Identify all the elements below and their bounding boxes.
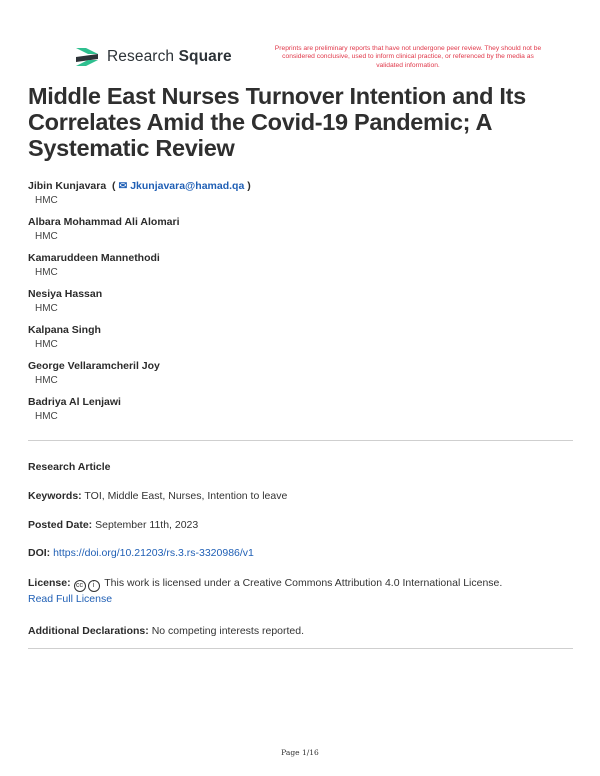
author-affiliation: HMC [35, 231, 58, 242]
article-type: Research Article [28, 461, 111, 473]
author-affiliation: HMC [35, 303, 58, 314]
page-number: Page 1/16 [281, 748, 319, 757]
author-name: Kalpana Singh [28, 324, 101, 336]
author-affiliation: HMC [35, 375, 58, 386]
license-text: This work is licensed under a Creative Commons Attribution 4.0 International License. [104, 577, 503, 589]
author-entry [28, 216, 568, 252]
license [28, 576, 573, 607]
read-full-license-link[interactable]: Read Full License [28, 593, 113, 605]
author-affiliation: HMC [35, 267, 58, 278]
author-affiliation: HMC [35, 339, 58, 350]
declarations-label: Additional Declarations: [28, 625, 149, 637]
author-email-link[interactable]: ✉ Jkunjavara@hamad.qa [118, 180, 245, 192]
author-name: Jibin Kunjavara ( ✉ Jkunjavara@hamad.qa ) [28, 180, 251, 192]
envelope-icon: ✉ [118, 180, 128, 192]
author-corresponding [28, 180, 568, 216]
author-affiliation: HMC [35, 411, 58, 422]
keywords-value: TOI, Middle East, Nurses, Intention to leave [84, 490, 288, 502]
author-entry [28, 252, 568, 288]
author-affiliation: HMC [35, 195, 58, 206]
author-name: Albara Mohammad Ali Alomari [28, 216, 180, 228]
keywords-label: Keywords: [28, 490, 82, 502]
author-name: Kamaruddeen Mannethodi [28, 252, 160, 264]
paper-title: Middle East Nurses Turnover Intention and Its Correlates Amid the Covid-19 Pandemic; A Systematic Review [28, 83, 526, 161]
divider [28, 440, 573, 441]
author-entry [28, 324, 568, 360]
posted-date-value: September 11th, 2023 [95, 519, 199, 531]
cc-icon: cc [74, 580, 86, 592]
attribution-icon: i [88, 580, 100, 592]
preprint-disclaimer: Preprints are preliminary reports that have not undergone peer review. They should not be considered conclusive, used to inform clinical practice, or referenced by the media as validated information. [274, 45, 542, 69]
research-square-logo[interactable] [74, 46, 232, 68]
declarations-value: No competing interests reported. [151, 625, 305, 637]
posted-date-label: Posted Date: [28, 519, 93, 531]
posted-date [28, 518, 573, 533]
doi [28, 546, 573, 561]
divider [28, 648, 573, 649]
author-name: Badriya Al Lenjawi [28, 396, 121, 408]
license-label: License: [28, 577, 71, 589]
doi-link[interactable]: https://doi.org/10.21203/rs.3.rs-3320986/v1 [53, 547, 254, 559]
author-name: George Vellaramcheril Joy [28, 360, 160, 372]
author-list [28, 180, 568, 432]
author-name: Nesiya Hassan [28, 288, 103, 300]
author-entry [28, 360, 568, 396]
additional-declarations [28, 624, 573, 639]
logo-text: Research Square [107, 48, 232, 65]
author-entry [28, 396, 568, 432]
author-entry [28, 288, 568, 324]
doi-label: DOI: [28, 547, 51, 559]
keywords [28, 489, 573, 504]
research-square-logo-icon [74, 46, 100, 68]
